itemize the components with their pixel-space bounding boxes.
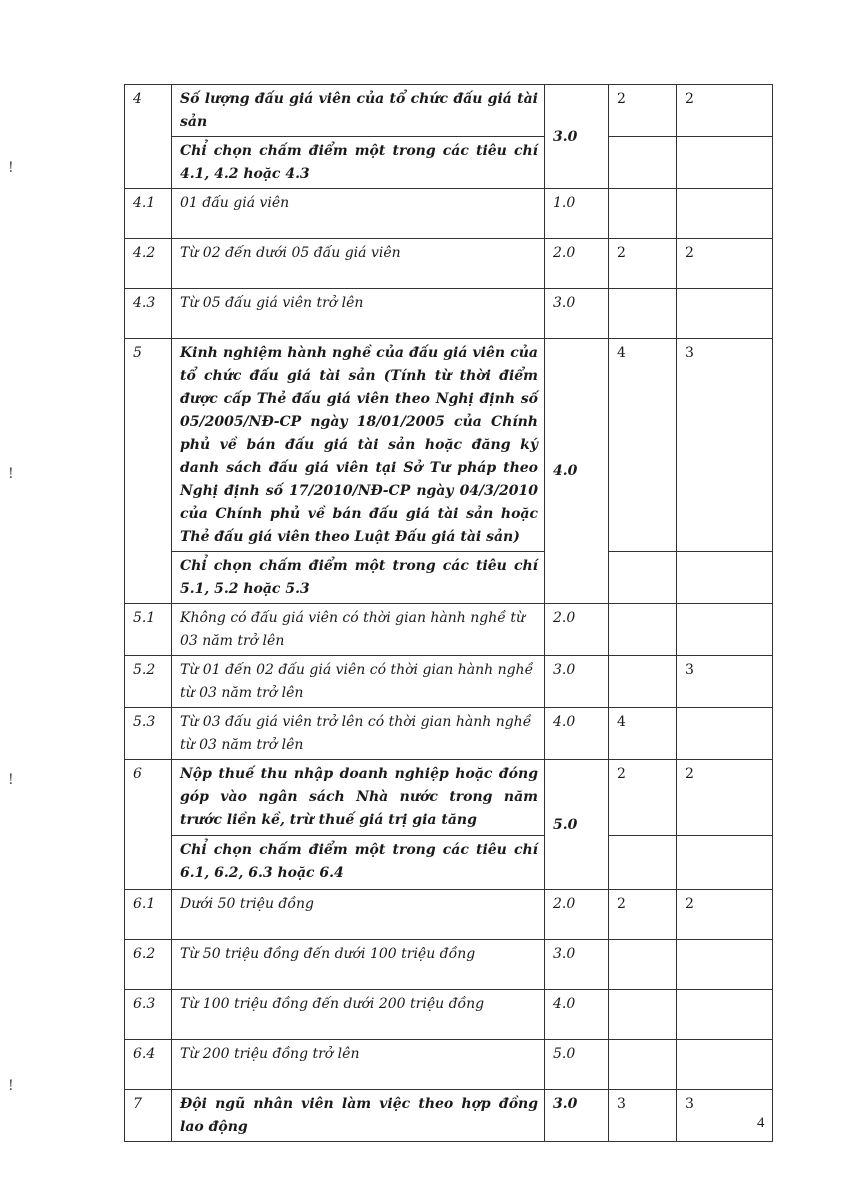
score-col-2 — [677, 990, 773, 1040]
max-score: 3.0 — [545, 289, 609, 339]
criterion-description: Không có đấu giá viên có thời gian hành nghề từ 03 năm trở lên — [172, 604, 545, 656]
score-col-1 — [609, 189, 677, 239]
max-score: 3.0 — [545, 940, 609, 990]
table-row — [125, 85, 773, 137]
page-number: 4 — [757, 1115, 765, 1131]
margin-mark: ! — [8, 772, 14, 788]
max-score: 2.0 — [545, 604, 609, 656]
max-score: 5.0 — [545, 760, 609, 890]
table-row — [125, 940, 773, 990]
criterion-description: Từ 200 triệu đồng trở lên — [172, 1040, 545, 1090]
table-row — [125, 239, 773, 289]
score-col-1 — [609, 604, 677, 656]
criterion-number: 5.2 — [125, 656, 172, 708]
score-col-2 — [677, 137, 773, 189]
criterion-number: 5 — [125, 339, 172, 604]
max-score: 4.0 — [545, 708, 609, 760]
score-col-2 — [677, 708, 773, 760]
criterion-description: Dưới 50 triệu đồng — [172, 890, 545, 940]
table-row — [125, 289, 773, 339]
score-col-1: 2 — [609, 760, 677, 836]
table-row — [125, 708, 773, 760]
criterion-number: 7 — [125, 1090, 172, 1142]
criterion-description: Số lượng đấu giá viên của tổ chức đấu giá tài sản — [172, 85, 545, 137]
score-col-1 — [609, 656, 677, 708]
score-col-2 — [677, 940, 773, 990]
criterion-number: 5.1 — [125, 604, 172, 656]
max-score: 2.0 — [545, 239, 609, 289]
score-col-2: 2 — [677, 239, 773, 289]
criterion-description: Từ 02 đến dưới 05 đấu giá viên — [172, 239, 545, 289]
criterion-description: Nộp thuế thu nhập doanh nghiệp hoặc đóng góp vào ngân sách Nhà nước trong năm trước liền kề, trừ thuế giá trị gia tăng — [172, 760, 545, 836]
criterion-number: 6.3 — [125, 990, 172, 1040]
score-col-2: 2 — [677, 85, 773, 137]
max-score: 4.0 — [545, 990, 609, 1040]
score-col-2 — [677, 552, 773, 604]
criteria-table — [124, 84, 773, 1142]
criterion-description: Đội ngũ nhân viên làm việc theo hợp đồng lao động — [172, 1090, 545, 1142]
score-col-1 — [609, 836, 677, 890]
score-col-2 — [677, 189, 773, 239]
criterion-description: 01 đấu giá viên — [172, 189, 545, 239]
score-col-1: 2 — [609, 239, 677, 289]
max-score: 1.0 — [545, 189, 609, 239]
score-col-2: 3 — [677, 339, 773, 552]
max-score: 2.0 — [545, 890, 609, 940]
max-score: 4.0 — [545, 339, 609, 604]
max-score: 5.0 — [545, 1040, 609, 1090]
criterion-description: Từ 50 triệu đồng đến dưới 100 triệu đồng — [172, 940, 545, 990]
score-col-2 — [677, 1040, 773, 1090]
table-row — [125, 137, 773, 189]
table-row — [125, 836, 773, 890]
max-score: 3.0 — [545, 1090, 609, 1142]
criterion-number: 4.3 — [125, 289, 172, 339]
score-col-1 — [609, 289, 677, 339]
criterion-number: 4 — [125, 85, 172, 189]
score-col-1: 3 — [609, 1090, 677, 1142]
score-col-2: 3 — [677, 656, 773, 708]
score-col-1 — [609, 552, 677, 604]
score-col-1: 2 — [609, 890, 677, 940]
criterion-description: Từ 01 đến 02 đấu giá viên có thời gian hành nghề từ 03 năm trở lên — [172, 656, 545, 708]
criterion-note: Chỉ chọn chấm điểm một trong các tiêu chí 4.1, 4.2 hoặc 4.3 — [172, 137, 545, 189]
table-row — [125, 339, 773, 552]
criterion-number: 5.3 — [125, 708, 172, 760]
score-col-1 — [609, 1040, 677, 1090]
score-col-2 — [677, 836, 773, 890]
table-row — [125, 552, 773, 604]
criterion-description: Từ 03 đấu giá viên trở lên có thời gian hành nghề từ 03 năm trở lên — [172, 708, 545, 760]
criterion-description: Kinh nghiệm hành nghề của đấu giá viên của tổ chức đấu giá tài sản (Tính từ thời điểm được cấp Thẻ đấu giá viên theo Nghị định số 05/2005/NĐ-CP ngày 18/01/2005 của Chính phủ về bán đấu giá tài sản hoặc đăng ký danh sách đấu giá viên tại Sở Tư pháp theo Nghị định số 17/2010/NĐ-CP ngày 04/3/2010 của Chính phủ về bán đấu giá tài sản hoặc Thẻ đấu giá viên theo Luật Đấu giá tài sản) — [172, 339, 545, 552]
table-row — [125, 1040, 773, 1090]
table-row — [125, 656, 773, 708]
table-row — [125, 990, 773, 1040]
score-col-1: 4 — [609, 339, 677, 552]
max-score: 3.0 — [545, 656, 609, 708]
score-col-1 — [609, 137, 677, 189]
table-row — [125, 189, 773, 239]
criterion-description: Từ 05 đấu giá viên trở lên — [172, 289, 545, 339]
criterion-number: 4.2 — [125, 239, 172, 289]
criterion-note: Chỉ chọn chấm điểm một trong các tiêu chí 6.1, 6.2, 6.3 hoặc 6.4 — [172, 836, 545, 890]
max-score: 3.0 — [545, 85, 609, 189]
score-col-1 — [609, 990, 677, 1040]
criterion-number: 6.4 — [125, 1040, 172, 1090]
margin-mark: ! — [8, 1078, 14, 1094]
score-col-2 — [677, 289, 773, 339]
table-row — [125, 890, 773, 940]
margin-mark: ! — [8, 160, 14, 176]
criterion-number: 6.2 — [125, 940, 172, 990]
margin-mark: ! — [8, 466, 14, 482]
criterion-description: Từ 100 triệu đồng đến dưới 200 triệu đồng — [172, 990, 545, 1040]
criterion-note: Chỉ chọn chấm điểm một trong các tiêu chí 5.1, 5.2 hoặc 5.3 — [172, 552, 545, 604]
score-col-2: 2 — [677, 760, 773, 836]
criterion-number: 6.1 — [125, 890, 172, 940]
table-row — [125, 604, 773, 656]
score-col-2: 3 — [677, 1090, 773, 1142]
score-col-2: 2 — [677, 890, 773, 940]
table-row — [125, 760, 773, 836]
score-col-2 — [677, 604, 773, 656]
criterion-number: 6 — [125, 760, 172, 890]
criterion-number: 4.1 — [125, 189, 172, 239]
score-col-1 — [609, 940, 677, 990]
score-col-1: 2 — [609, 85, 677, 137]
table-row — [125, 1090, 773, 1142]
score-col-1: 4 — [609, 708, 677, 760]
